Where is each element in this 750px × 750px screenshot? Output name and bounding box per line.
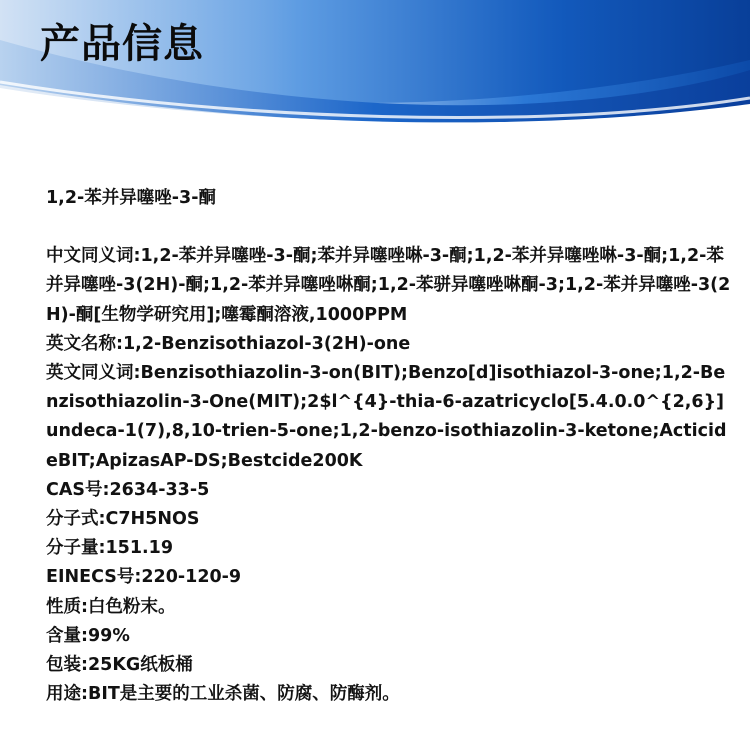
field-value: 151.19 <box>105 538 174 559</box>
field-label: 用途: <box>46 684 88 705</box>
field-value: 1,2-Benzisothiazol-3(2H)-one <box>123 333 411 354</box>
field-value: 25KG纸板桶 <box>88 655 193 676</box>
field-english-synonyms <box>46 359 736 476</box>
field-english-name <box>46 330 736 359</box>
field-molecular-weight <box>46 534 736 563</box>
field-label: 性质: <box>46 596 88 617</box>
field-label: 包装: <box>46 655 88 676</box>
field-value: 2634-33-5 <box>109 479 210 500</box>
field-usage <box>46 680 736 709</box>
field-value: 220-120-9 <box>141 567 242 588</box>
field-value: 99% <box>88 625 130 646</box>
field-content <box>46 622 736 651</box>
field-label: 分子式: <box>46 509 106 530</box>
field-label: EINECS号: <box>46 567 142 588</box>
header-banner <box>0 0 750 125</box>
field-properties <box>46 593 736 622</box>
product-details <box>46 184 736 709</box>
field-value: Benzisothiazolin-3-on(BIT);Benzo[d]isothiazol-3-one;1,2-Benzisothiazolin-3-One(MIT);2$l^{4}-thia-6-azatricyclo[5.4.0.0^{2,6}]undeca-1(7),8,10-trien-5-one;1,2-benzo-isothiazolin-3-ketone;ActicideBIT;ApizasAP-DS;Bestcide200K <box>46 363 727 471</box>
field-label: 分子量: <box>46 538 106 559</box>
field-label: 含量: <box>46 625 88 646</box>
field-value: 白色粉末。 <box>88 596 176 617</box>
field-value: BIT是主要的工业杀菌、防腐、防酶剂。 <box>88 684 400 705</box>
field-molecular-formula <box>46 505 736 534</box>
page-title: 产品信息 <box>40 21 204 67</box>
field-chinese-synonyms <box>46 242 736 330</box>
field-label: 中文同义词: <box>46 246 141 267</box>
field-label: 英文同义词: <box>46 363 141 384</box>
field-value: 1,2-苯并异噻唑-3-酮;苯并异噻唑啉-3-酮;1,2-苯并异噻唑啉-3-酮;1,2-苯并异噻唑-3(2H)-酮;1,2-苯并异噻唑啉酮;1,2-苯骈异噻唑啉酮-3;1,2-苯并异噻唑-3(2H)-酮[生物学研究用];噻霉酮溶液,1000PPM <box>46 246 731 325</box>
field-cas-number <box>46 476 736 505</box>
field-value: C7H5NOS <box>105 509 200 530</box>
product-name: 1,2-苯并异噻唑-3-酮 <box>46 188 216 208</box>
field-label: CAS号: <box>46 479 110 500</box>
field-packaging <box>46 651 736 680</box>
field-einecs-number <box>46 563 736 592</box>
field-label: 英文名称: <box>46 333 123 354</box>
